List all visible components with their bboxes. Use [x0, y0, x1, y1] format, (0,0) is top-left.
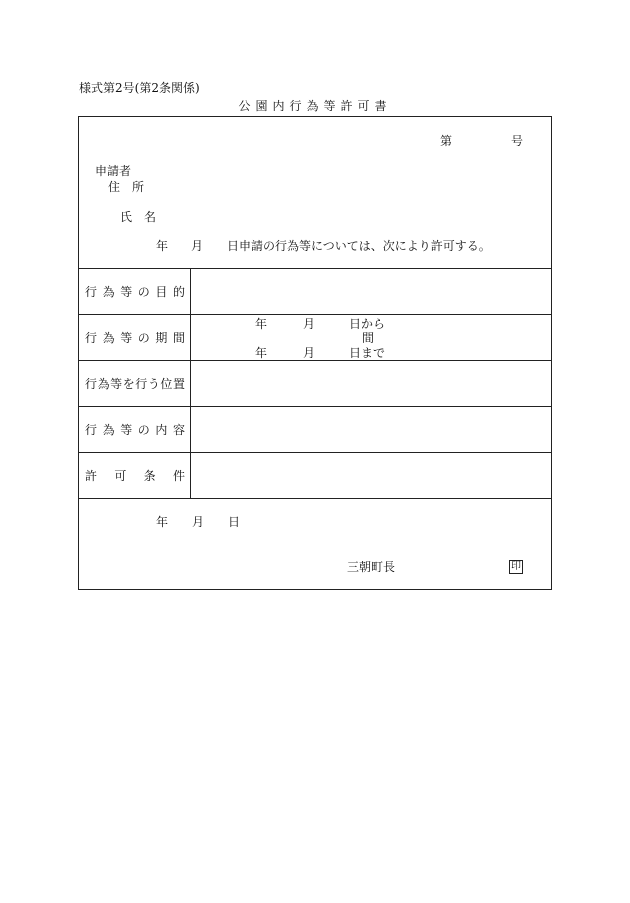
permit-form-table [78, 116, 552, 590]
column-divider [190, 268, 191, 498]
period-to-day: 日まで [349, 346, 386, 360]
purpose-label: 行 為 等 の 目 的 [85, 285, 185, 299]
period-label: 行 為 等 の 期 間 [85, 331, 185, 345]
document-title: 公園内行為等許可書 [238, 99, 392, 113]
period-from-year: 年 [255, 317, 268, 331]
row-divider [79, 406, 551, 407]
applicant-label: 申請者 [95, 164, 132, 178]
row-divider [79, 360, 551, 361]
period-to-year: 年 [255, 346, 268, 360]
period-to-month: 月 [303, 346, 316, 360]
period-from-day: 日から [349, 317, 386, 331]
address-label: 住 所 [108, 180, 145, 194]
row-divider [79, 314, 551, 315]
application-year: 年 [156, 239, 169, 253]
conditions-label: 許 可 条 件 [85, 469, 185, 483]
period-from-month: 月 [303, 317, 316, 331]
row-divider [79, 452, 551, 453]
row-divider [79, 498, 551, 499]
issue-year: 年 [156, 515, 169, 529]
seal-mark: 印 [511, 561, 521, 572]
issue-month: 月 [192, 515, 205, 529]
issue-day: 日 [228, 515, 241, 529]
number-go-label: 号 [511, 134, 524, 148]
number-dai-label: 第 [440, 134, 453, 148]
form-number-label: 様式第2号(第2条関係) [79, 81, 200, 95]
content-label: 行 為 等 の 内 容 [85, 423, 185, 437]
period-between: 間 [362, 331, 375, 345]
location-label: 行 為 等 を 行 う 位 置 [85, 377, 185, 391]
row-divider [79, 268, 551, 269]
name-label: 氏 名 [120, 210, 157, 224]
application-month: 月 [191, 239, 204, 253]
issuer-name: 三朝町長 [347, 560, 396, 574]
permission-sentence: 日申請の行為等については、次により許可する。 [227, 239, 491, 253]
